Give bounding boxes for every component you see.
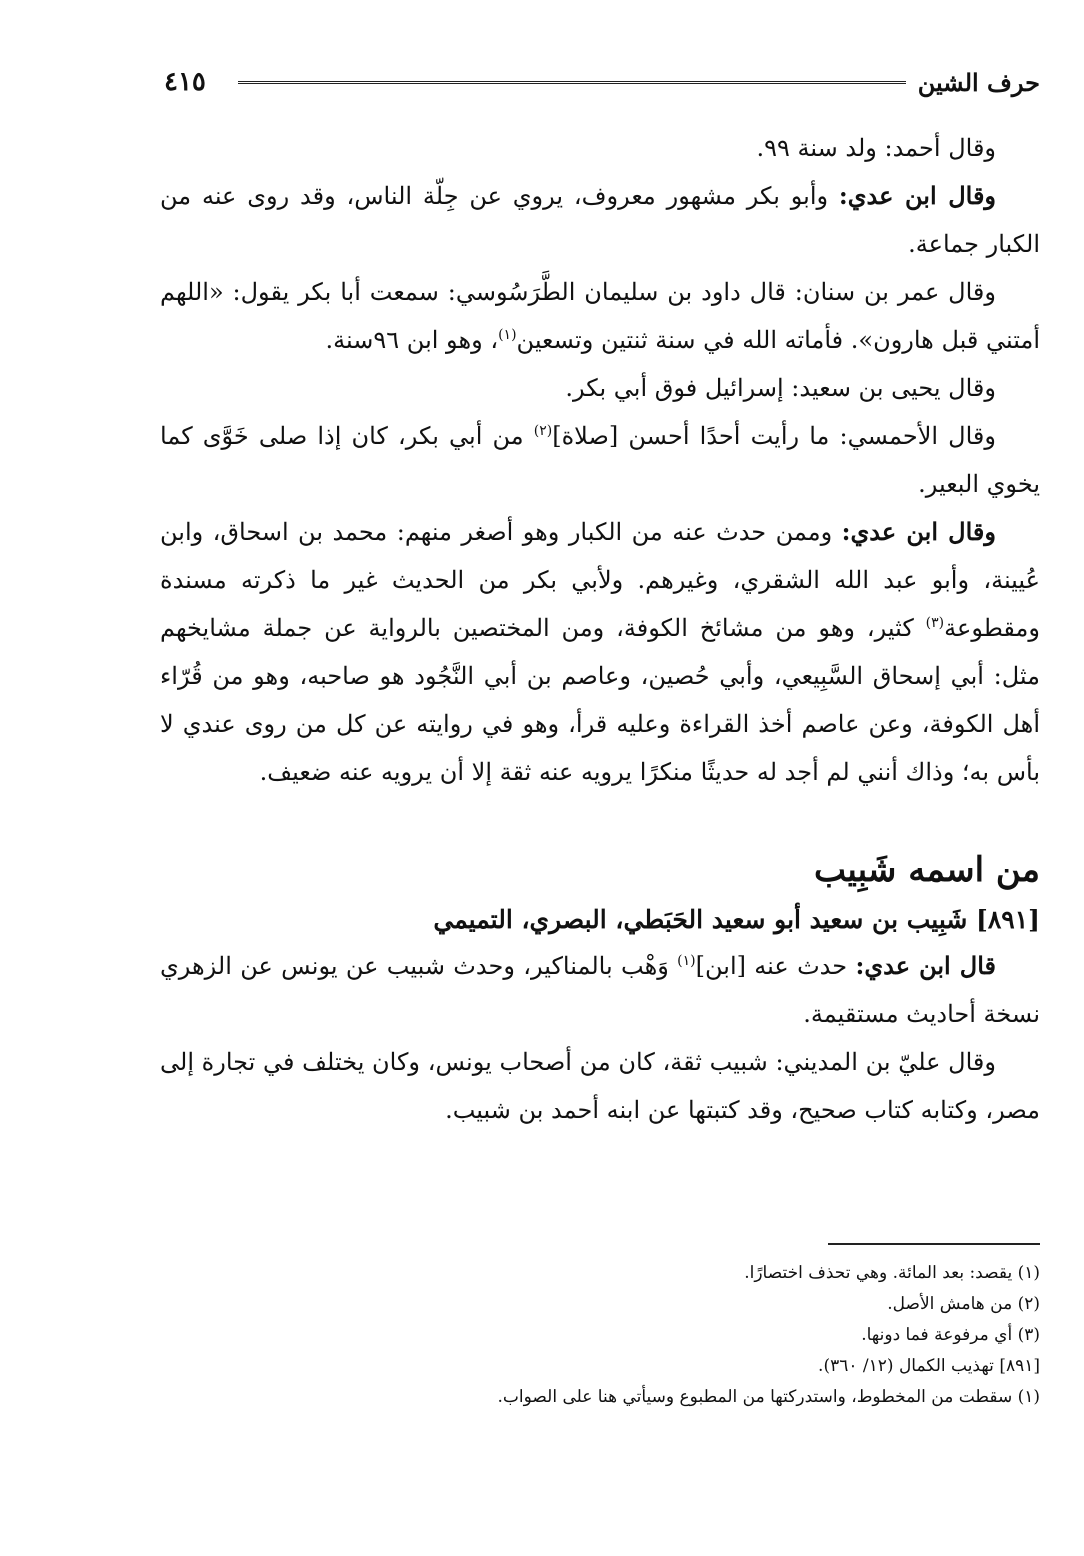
paragraph-8: وقال عليّ بن المديني: شبيب ثقة، كان من أصحاب يونس، وكان يختلف في تجارة إلى مصر، وكتابه كتاب صحيح، وقد كتبتها عن ابنه أحمد بن شبيب. bbox=[160, 1048, 1040, 1124]
paragraph-text: من أبي بكر، كان إذا صلى خَوَّى كما يخوي البعير. bbox=[160, 422, 1040, 498]
page-number: ٤١٥ bbox=[164, 67, 206, 97]
footnote-ref: (١) bbox=[677, 953, 696, 969]
footnote-2: (٢) من هامش الأصل. bbox=[887, 1294, 1040, 1314]
speaker-lead: وقال ابن عدي: bbox=[841, 517, 996, 546]
paragraph-text: ، وهو ابن ٩٦سنة. bbox=[325, 326, 499, 354]
paragraph-text: وَهْب بالمناكير، وحدث شبيب عن يونس عن الزهري نسخة أحاديث مستقيمة. bbox=[160, 952, 1040, 1028]
paragraph-text: وممن حدث عنه من الكبار وهو أصغر منهم: محمد بن اسحاق، وابن عُيينة، وأبو عبد الله الشقري، وغيرهم. ولأبي بكر من الحديث غير ما ذكرته مسندة ومقطوعة bbox=[160, 518, 1040, 642]
paragraph-1: وقال أحمد: ولد سنة ٩٩. bbox=[756, 134, 996, 162]
paragraph-text: وقال عمر بن سنان: قال داود بن سليمان الطَّرَسُوسي: سمعت أبا بكر يقول: «اللهم أمتني قبل هارون». فأماته الله في سنة ثنتين وتسعين bbox=[160, 278, 1040, 354]
footnote-ref: (٢) bbox=[533, 423, 553, 439]
paragraph-3 bbox=[160, 268, 1040, 364]
footnote-1: (١) يقصد: بعد المائة. وهي تحذف اختصارًا. bbox=[744, 1263, 1040, 1283]
entry-title: [٨٩١] شَبِيب بن سعيد أبو سعيد الحَبَطي، البصري، التميمي bbox=[433, 905, 1040, 934]
footnotes bbox=[160, 1258, 1040, 1413]
paragraph-text: كثير، وهو من مشائخ الكوفة، ومن المختصين بالرواية عن جملة مشايخهم مثل: أبي إسحاق السَّبِيعي، وأبي حُصين، وعاصم بن أبي النَّجُود هو صاحبه، وهو من قُرّاء أهل الكوفة، وعن عاصم أخذ القراءة وعليه قرأ، وهو في روايته عن كل من روى عندي لا بأس به؛ وذاك أنني لم أجد له حديثًا منكرًا يرويه عنه ثقة إلا أن يرويه عنه ضعيف. bbox=[160, 614, 1040, 786]
footnote-4: (١) سقطت من المخطوط، واستدركتها من المطبوع وسيأتي هنا على الصواب. bbox=[497, 1387, 1040, 1407]
paragraph-4: وقال يحيى بن سعيد: إسرائيل فوق أبي بكر. bbox=[565, 374, 996, 402]
paragraph-5 bbox=[160, 412, 1040, 508]
paragraph-7 bbox=[160, 942, 1040, 1038]
running-header bbox=[160, 60, 1040, 104]
paragraph-6 bbox=[160, 508, 1040, 796]
footnote-ref: (١) bbox=[498, 327, 517, 343]
footnote-ref: (٣) bbox=[925, 615, 945, 631]
section-heading: من اسمه شَبِيب bbox=[814, 850, 1040, 890]
header-rule bbox=[238, 81, 906, 84]
paragraph-text: حدث عنه [ابن] bbox=[695, 952, 856, 980]
speaker-lead: وقال ابن عدي: bbox=[838, 181, 996, 210]
footnote-source: [٨٩١] تهذيب الكمال (١٢/ ٣٦٠). bbox=[818, 1356, 1040, 1376]
paragraph-text: وقال الأحمسي: ما رأيت أحدًا أحسن [صلاة] bbox=[552, 422, 996, 450]
footnote-3: (٣) أي مرفوعة فما دونها. bbox=[861, 1325, 1040, 1345]
main-text bbox=[160, 124, 1040, 1134]
paragraph-2 bbox=[160, 172, 1040, 268]
footnote-divider bbox=[828, 1243, 1040, 1245]
paragraph-text: وأبو بكر مشهور معروف، يروي عن جِلّة الناس، وقد روى عنه من الكبار جماعة. bbox=[160, 182, 1040, 258]
speaker-lead: قال ابن عدي: bbox=[855, 951, 996, 980]
section-name: حرف الشين bbox=[917, 67, 1040, 97]
